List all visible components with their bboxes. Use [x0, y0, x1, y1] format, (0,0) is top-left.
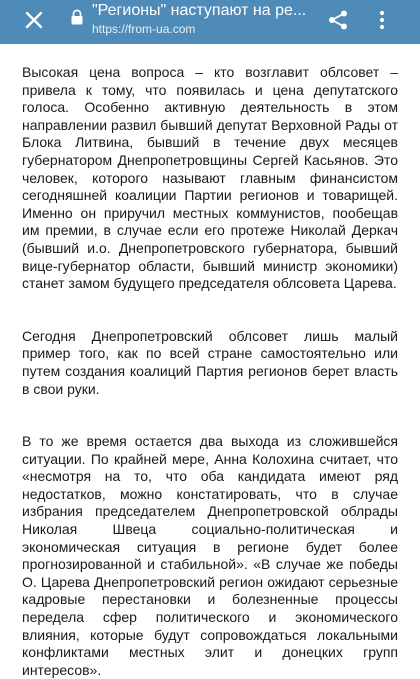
lock-icon — [70, 9, 84, 25]
article-paragraph: Сегодня Днепропетровский облсовет лишь малый пример того, как по всей стране самостоятельно или путем создания коалиций Партия регионов берет власть в свои руки. — [22, 327, 398, 397]
article-body — [22, 64, 398, 679]
share-button[interactable] — [326, 8, 350, 32]
article-paragraph: В то же время остается два выхода из сложившейся ситуации. По крайней мере, Анна Колохина считает, что «несмотря на то, что оба кандидата имеют ряд недостатков, можно констатировать, что в случае избрания председателем Днепропетровской облрады Николая Швеца социально-политическая и экономическая ситуация в регионе будет более прогнозированной и стабильной». «В случае же победы О. Царева Днепропетровский регион ожидают серьезные кадровые перестановки и болезненные процессы передела сфер политического и экономического влияния, которые будут сопровождаться локальными конфликтами местных элит и донецких групп интересов». — [22, 433, 398, 678]
page-url[interactable]: https://from-ua.com — [92, 22, 196, 36]
close-icon — [25, 11, 43, 29]
more-options-button[interactable] — [374, 8, 390, 32]
close-button[interactable] — [22, 8, 46, 32]
more-vertical-icon — [379, 10, 385, 30]
browser-toolbar — [0, 0, 420, 44]
article-paragraph: Высокая цена вопроса – кто возглавит облсовет – привела к тому, что появилась и цена депутатского голоса. Особенно активную деятельность в этом направлении развил бывший депутат Верховной Рады от Блока Литвина, бывший в течение двух месяцев губернатором Днепропетровщины Сергей Касьянов. Это человек, которого называют главным финансистом сегодняшней коалиции Партии регионов и товарищей. Именно он приручил местных коммунистов, пообещав им премии, в случае если его протеже Николай Деркач (бывший и.о. Днепропетровского губернатора, бывший вице-губернатор области, бывший министр экономики) станет замом будущего председателя облсовета Царева. — [22, 64, 398, 292]
page-title[interactable]: "Регионы" наступают на ре... — [92, 2, 307, 19]
share-icon — [327, 9, 349, 31]
